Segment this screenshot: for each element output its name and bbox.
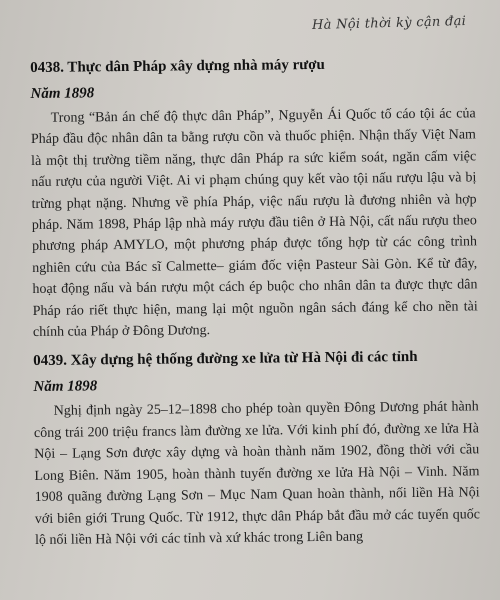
section-year: Năm 1898	[33, 378, 98, 396]
section-year: Năm 1898	[30, 85, 95, 102]
section-0438	[30, 53, 478, 343]
section-paragraph: Nghị định ngày 25–12–1898 cho phép toàn quyền Đông Dương phát hành công trái 200 triệu francs làm đường xe lửa. Với kinh phí đó, đường xe lửa Hà Nội – Lạng Sơn được xây dựng và hoàn thành năm 1902, đồng thời với cầu Long Biên. Năm 1905, hoàn thành tuyến đường xe lửa Hà Nội – Vinh. Năm 1908 quãng đường Lạng Sơn – Mục Nam Quan hoàn thành, nối liền Hà Nội với biên giới Trung Quốc. Từ 1912, thực dân Pháp bắt đầu mở các tuyến quốc lộ nối liền Hà Nội với các tỉnh và xứ khác trong Liên bang	[33, 399, 480, 548]
section-0439	[33, 347, 480, 551]
section-heading: 0438. Thực dân Pháp xây dựng nhà máy rượu	[30, 56, 325, 76]
section-heading: 0439. Xây dựng hệ thống đường xe lửa từ Hà Nội đi các tỉnh	[33, 349, 418, 370]
page-content	[30, 47, 480, 551]
section-paragraph: Trong “Bản án chế độ thực dân Pháp”, Nguyễn Ái Quốc tố cáo tội ác của Pháp đầu độc nhân dân ta bằng rượu cồn và thuốc phiện. Nhận thấy Việt Nam là một thị trường tiềm năng, thực dân Pháp ra sức kiểm soát, ngăn cấm việc nấu rượu của người Việt. Ai vi phạm chúng quy kết vào tội nấu rượu lậu và bị trừng phạt nặng. Nhưng về phía Pháp, việc nấu rượu là đương nhiên và hợp pháp. Năm 1898, Pháp lập nhà máy rượu đầu tiên ở Hà Nội, cất nấu rượu theo phương pháp AMYLO, một phương pháp được tổng hợp từ các công trình nghiên cứu của Bác sĩ Calmette– giám đốc viện Pasteur Sài Gòn. Kể từ đây, hoạt động nấu và bán rượu một cách ép buộc cho nhân dân ta được thực dân Pháp ráo riết thực hiện, mang lại một nguồn ngân sách đáng kể cho nền tài chính của Pháp ở Đông Dương.	[30, 106, 478, 341]
running-header: Hà Nội thời kỳ cận đại	[311, 13, 467, 34]
